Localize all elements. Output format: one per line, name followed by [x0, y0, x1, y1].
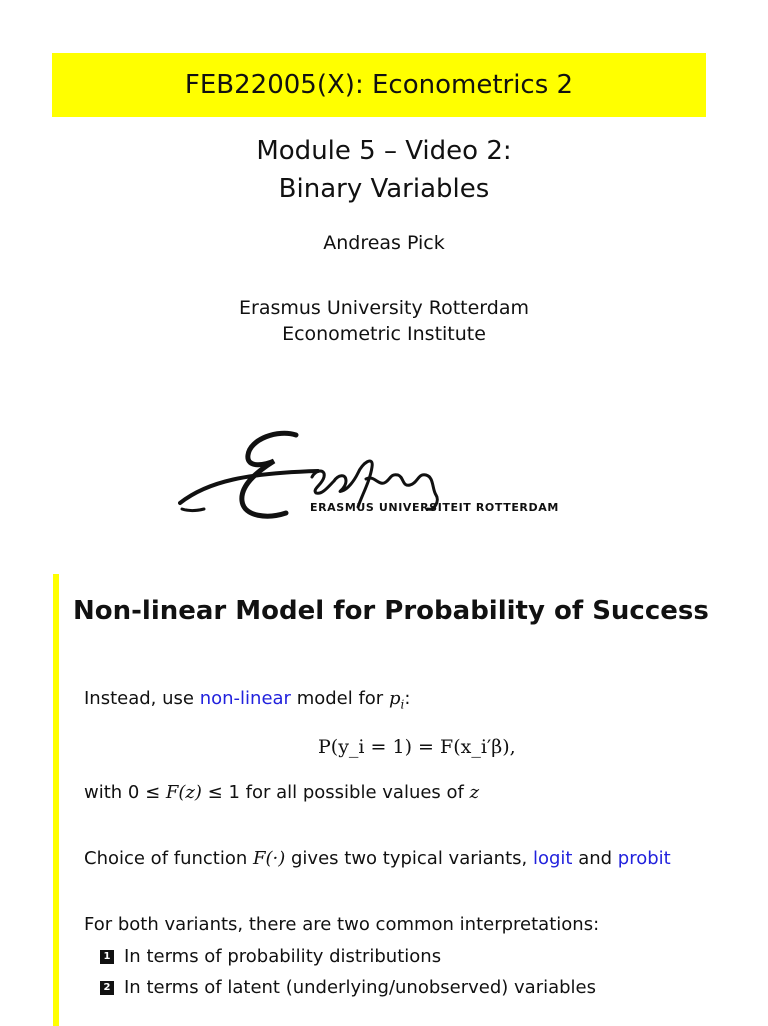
var-z: z	[469, 782, 480, 803]
line1-end: :	[404, 688, 411, 709]
var-p-sub: i	[400, 697, 405, 712]
line2-math: F(z)	[165, 782, 202, 803]
line3-pre: Choice of function	[84, 848, 254, 869]
enum-number-2: 2	[100, 981, 114, 995]
enum-number-1: 1	[100, 950, 114, 964]
frame-title: Non-linear Model for Probability of Success	[73, 596, 709, 626]
line-interpretations: For both variants, there are two common interpretations:	[84, 914, 600, 935]
course-title-bar	[52, 53, 706, 117]
line-bounds	[84, 782, 479, 803]
logit-link[interactable]: logit	[532, 848, 573, 869]
line3-and: and	[572, 848, 618, 869]
author: Andreas Pick	[323, 232, 445, 254]
logo-text: ERASMUS UNIVERSITEIT ROTTERDAM	[310, 501, 559, 514]
list-item	[100, 977, 596, 998]
line3-mid: gives two typical variants,	[285, 848, 533, 869]
module-line: Module 5 – Video 2:	[256, 136, 512, 166]
topic-line: Binary Variables	[278, 174, 490, 204]
line2-pre: with 0 ≤	[84, 782, 166, 803]
university-name: Erasmus University Rotterdam	[239, 297, 529, 319]
institution	[0, 295, 768, 347]
line2-mid: ≤ 1 for all possible values of	[201, 782, 470, 803]
list-item	[100, 946, 441, 967]
non-linear-link[interactable]: non-linear	[199, 688, 291, 709]
content-slide	[0, 572, 768, 1024]
subtitle	[0, 132, 768, 208]
line3-math: F(·)	[253, 848, 286, 869]
list-item-text: In terms of latent (underlying/unobserved) variables	[124, 977, 596, 998]
line-nonlinear-model	[84, 688, 410, 712]
list-item-text: In terms of probability distributions	[124, 946, 442, 967]
line1-post: model for	[290, 688, 389, 709]
var-p: p	[388, 688, 401, 709]
line1-pre: Instead, use	[84, 688, 200, 709]
course-title: FEB22005(X): Econometrics 2	[184, 70, 574, 100]
equation: P(y_i = 1) = F(x_i′β),	[318, 736, 516, 758]
probit-link[interactable]: probit	[617, 848, 671, 869]
accent-rule	[53, 574, 59, 1026]
institute-name: Econometric Institute	[282, 323, 486, 345]
line-choice	[84, 848, 671, 869]
